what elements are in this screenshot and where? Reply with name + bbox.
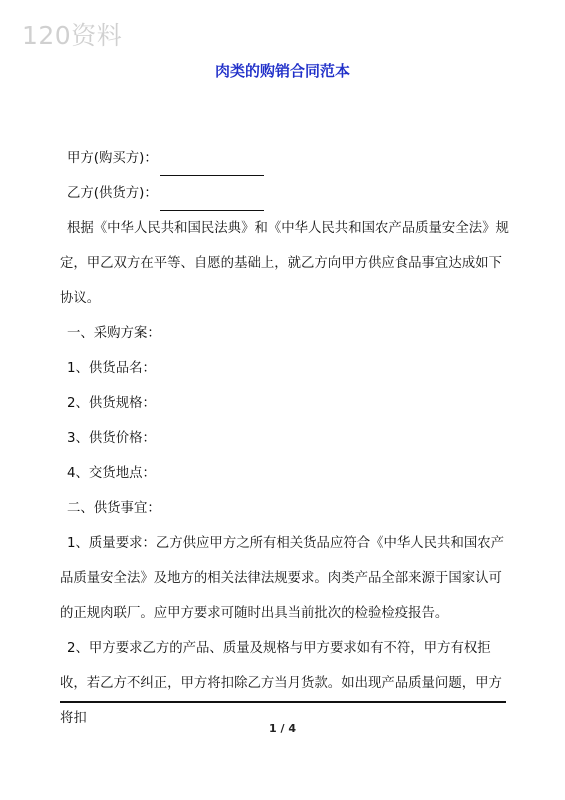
list-item-quality: 1、质量要求：乙方供应甲方之所有相关货品应符合《中华人民共和国农产品质量安全法》及地方的相关法律法规要求。肉类产品全部来源于国家认可的正规肉联厂。应甲方要求可随时出具当前批次的检验检疫报告。 xyxy=(60,536,505,621)
party-b-field xyxy=(60,176,515,211)
list-item-price: 3、供货价格： xyxy=(67,431,156,446)
page-number: 1 / 4 xyxy=(269,722,296,735)
paragraph-basis: 根据《中华人民共和国民法典》和《中华人民共和国农产品质量安全法》规定，甲乙双方在平等、自愿的基础上，就乙方向甲方供应食品事宜达成如下协议。 xyxy=(60,221,509,306)
list-item-delivery-location: 4、交货地点： xyxy=(67,466,156,481)
footer-rule xyxy=(60,701,506,703)
section-heading-1: 一、采购方案： xyxy=(67,326,161,341)
document-title: 肉类的购销合同范本 xyxy=(214,62,350,80)
document-body xyxy=(60,141,515,736)
party-a-label: 甲方(购买方)： xyxy=(67,151,158,166)
party-b-blank xyxy=(160,192,264,211)
watermark: 120资料 xyxy=(22,21,123,50)
list-item-product-name: 1、供货品名： xyxy=(67,361,156,376)
party-a-blank xyxy=(160,157,264,176)
section-heading-2: 二、供货事宜： xyxy=(67,501,161,516)
party-a-field xyxy=(60,141,515,176)
party-b-label: 乙方(供货方)： xyxy=(67,186,158,201)
list-item-nonconformity: 2、甲方要求乙方的产品、质量及规格与甲方要求如有不符，甲方有权拒收，若乙方不纠正，甲方将扣除乙方当月货款。如出现产品质量问题，甲方将扣 xyxy=(60,641,502,726)
list-item-spec: 2、供货规格： xyxy=(67,396,156,411)
